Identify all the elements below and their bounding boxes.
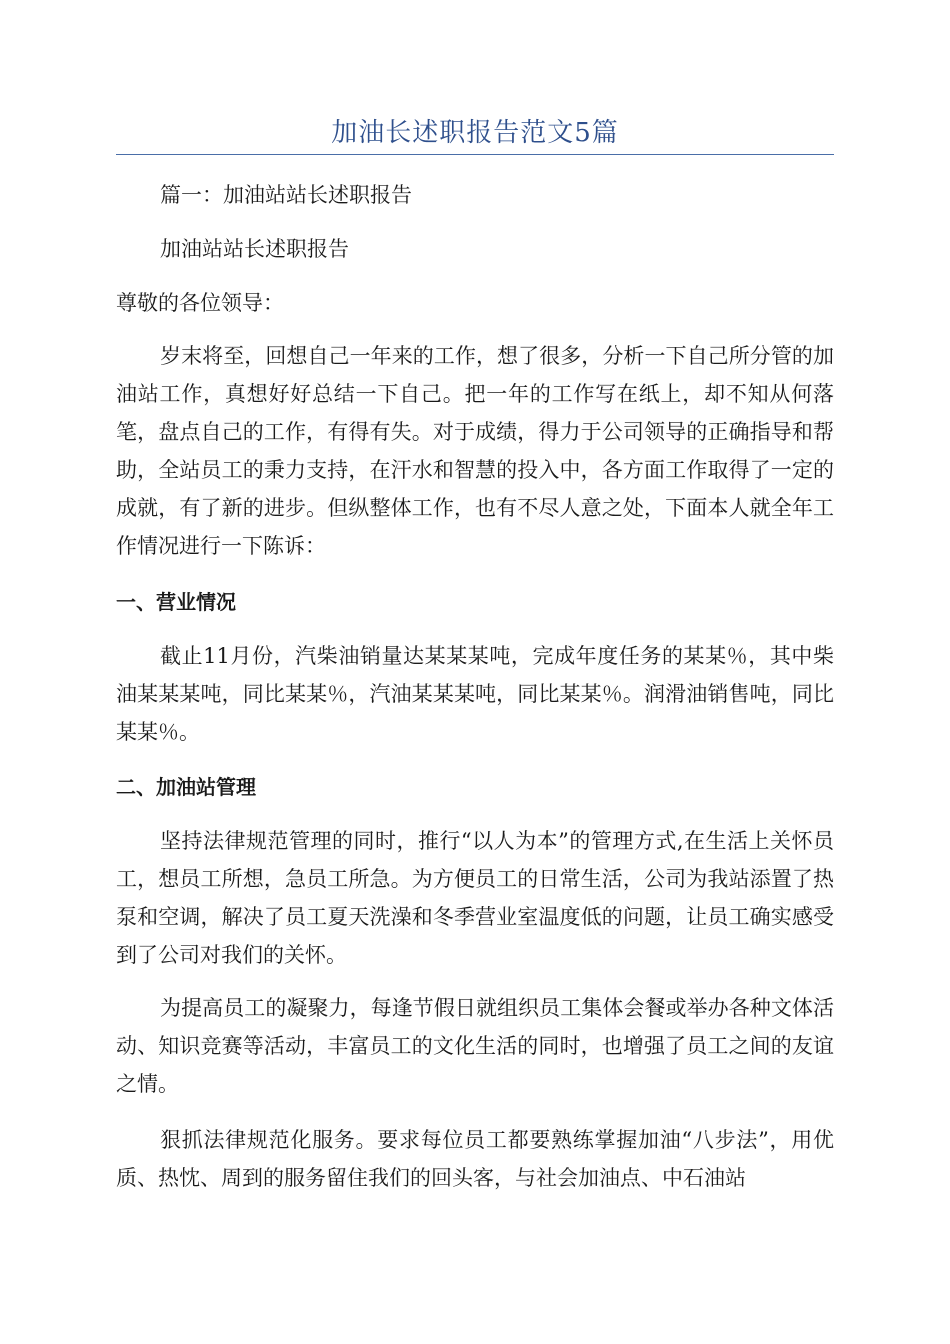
- management-paragraph-2: 为提高员工的凝聚力，每逢节假日就组织员工集体会餐或举办各种文体活动、知识竞赛等活动，丰富员工的文化生活的同时，也增强了员工之间的友谊之情。: [116, 996, 834, 1096]
- management-paragraph-1: 坚持法律规范管理的同时，推行“以人为本”的管理方式,在生活上关怀员工，想员工所想，急员工所急。为方便员工的日常生活，公司为我站添置了热泵和空调，解决了员工夏天洗澡和冬季营业室温度低的问题，让员工确实感受到了公司对我们的关怀。: [116, 829, 834, 967]
- section-heading-business: 一、营业情况: [116, 590, 236, 614]
- document-title: 加油长述职报告范文5篇: [331, 118, 619, 148]
- management-paragraph-3: 狠抓法律规范化服务。要求每位员工都要熟练掌握加油“八步法”，用优质、热忱、周到的服务留住我们的回头客，与社会加油点、中石油站: [116, 1128, 834, 1190]
- title-underline: [116, 154, 834, 155]
- subtitle-chapter: 篇一：加油站站长述职报告: [160, 183, 412, 207]
- section-business-paragraph: 截止11月份，汽柴油销量达某某某吨，完成年度任务的某某％，其中柴油某某某吨，同比某某％，汽油某某某吨，同比某某％。润滑油销售吨，同比某某％。: [116, 644, 834, 744]
- intro-paragraph: 岁末将至，回想自己一年来的工作，想了很多，分析一下自己所分管的加油站工作，真想好好总结一下自己。把一年的工作写在纸上，却不知从何落笔，盘点自己的工作，有得有失。对于成绩，得力于公司领导的正确指导和帮助，全站员工的秉力支持，在汗水和智慧的投入中，各方面工作取得了一定的成就，有了新的进步。但纵整体工作，也有不尽人意之处，下面本人就全年工作情况进行一下陈诉：: [116, 344, 834, 558]
- subtitle-report: 加油站站长述职报告: [160, 237, 349, 261]
- salutation: 尊敬的各位领导：: [116, 291, 284, 315]
- section-heading-management: 二、加油站管理: [116, 775, 256, 799]
